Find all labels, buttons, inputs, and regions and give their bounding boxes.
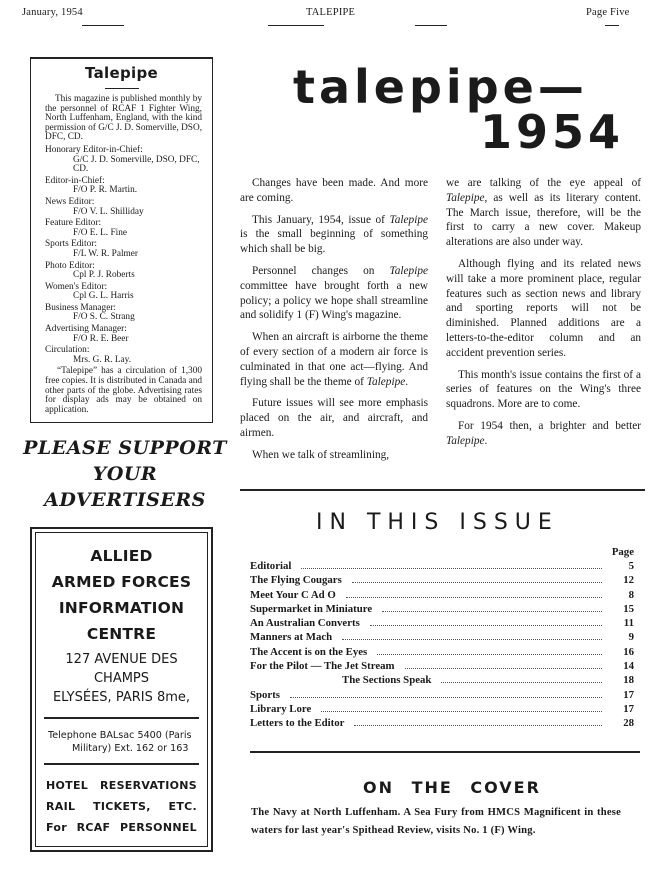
article-paragraph: When we talk of streamlining, [252, 448, 390, 461]
toc-leader-dots [352, 582, 602, 583]
staff-name: F/O V. L. Shilliday [73, 206, 144, 217]
table-of-contents [250, 546, 634, 732]
on-the-cover-heading: ON THE COVER [363, 778, 541, 797]
toc-entry-page: 17 [623, 688, 634, 701]
toc-entry-page: 12 [623, 574, 634, 587]
section-divider [240, 489, 645, 491]
header-date: January, 1954 [22, 7, 83, 18]
ad-service-word: HOTEL [46, 779, 89, 792]
toc-leader-dots [370, 625, 602, 626]
toc-entry [250, 717, 634, 731]
toc-leader-dots [342, 639, 602, 640]
header-page-number: Page Five [586, 7, 630, 18]
staff-name: Cpl P. J. Roberts [73, 270, 135, 281]
toc-entry [250, 617, 634, 631]
article-column-1 [240, 176, 428, 470]
article-paragraph: When an aircraft is airborne the theme of every section of a modern air force is culminated in that one act—flying. And flying shall be the theme of Talepipe. [240, 331, 428, 388]
on-the-cover-text: The Navy at North Luffenham. A Sea Fury from HMCS Magnificent in these waters for last year's Spithead Review, visits No. 1 (F) Wing. [251, 807, 621, 836]
toc-leader-dots [377, 654, 602, 655]
staff-role: Circulation: [45, 345, 90, 356]
article-paragraph: we are talking of the eye appeal of Talepipe, as well as its literary content. The March issue, therefore, will be the first to carry a new cover. Makeup alterations are also under way. [446, 177, 641, 249]
staff-role: Feature Editor: [45, 218, 102, 229]
header-rule [605, 25, 619, 26]
toc-entry [250, 603, 634, 617]
section-divider [250, 751, 640, 753]
article-paragraph: Personnel changes on Talepipe committee have brought forth a new policy; a policy we hope shall streamline and solidify 1 (F) Wing's magazine. [240, 264, 428, 322]
toc-entry-title: The Flying Cougars [250, 574, 342, 587]
staff-role: Women's Editor: [45, 281, 108, 292]
support-line: PLEASE SUPPORT [23, 437, 227, 459]
article-paragraph: This month's issue contains the first of a series of features on the Wing's three squadrons. More are to come. [446, 368, 641, 411]
staff-role: Business Manager: [45, 302, 117, 313]
ad-service-word: For [46, 821, 67, 834]
toc-entry-page: 17 [623, 702, 634, 715]
ad-address-line: 127 AVENUE DES CHAMPS [65, 652, 178, 686]
support-line: ADVERTISERS [44, 489, 206, 511]
allied-forces-ad [30, 527, 213, 852]
staff-name: Mrs. G. R. Lay. [73, 354, 132, 365]
toc-entry-page: 16 [623, 645, 634, 658]
toc-entry-page: 8 [628, 588, 634, 601]
toc-entry-title: Letters to the Editor [250, 717, 345, 730]
toc-entry [250, 660, 634, 674]
toc-entry-title: Manners at Mach [250, 631, 333, 644]
toc-entry [250, 646, 634, 660]
toc-entry-title: Supermarket in Miniature [250, 602, 373, 615]
toc-entry-page: 14 [623, 660, 634, 673]
ad-service-word: ETC. [168, 800, 197, 813]
article-column-2 [446, 176, 641, 456]
staff-role: Advertising Manager: [45, 324, 127, 335]
support-line: YOUR [92, 463, 158, 485]
ad-service-word: RCAF [76, 821, 111, 834]
ad-service-word: RESERVATIONS [100, 779, 197, 792]
toc-leader-dots [321, 711, 602, 712]
staff-name: G/C J. D. Somerville, DSO, DFC, CD. [73, 154, 200, 175]
toc-entry-page: 9 [628, 631, 634, 644]
toc-leader-dots [290, 697, 602, 698]
toc-entry [250, 674, 634, 688]
ad-telephone-line: Military) Ext. 162 or 163 [72, 743, 189, 754]
staff-list [45, 146, 202, 365]
toc-entry [250, 703, 634, 717]
staff-name: F/L W. R. Palmer [73, 248, 138, 259]
article-title-line-2: 1954 [480, 105, 625, 159]
toc-leader-dots [301, 568, 602, 569]
ad-service-word: PERSONNEL [120, 821, 197, 834]
toc-entry [250, 560, 634, 574]
support-advertisers-ad [20, 435, 230, 513]
toc-leader-dots [354, 725, 602, 726]
ad-service-line [36, 817, 207, 838]
toc-entry-title: For the Pilot — The Jet Stream [250, 660, 395, 673]
ad-heading-line: CENTRE [86, 625, 157, 643]
toc-entry-title: Library Lore [250, 702, 312, 715]
masthead-title: Talepipe [85, 64, 158, 82]
toc-entry-page: 15 [623, 602, 634, 615]
ad-heading-line: ARMED FORCES [51, 573, 192, 591]
toc-leader-dots [441, 682, 602, 683]
in-this-issue-heading: IN THIS ISSUE [316, 510, 559, 535]
article-paragraph: For 1954 then, a brighter and better Talepipe. [446, 419, 641, 447]
toc-entry-page: 5 [628, 560, 634, 572]
article-paragraph: This January, 1954, issue of Talepipe is the small beginning of something which shall be big. [240, 213, 428, 256]
header-rule [82, 25, 124, 26]
toc-entry [250, 689, 634, 703]
staff-name: F/O P. R. Martin. [73, 185, 138, 196]
toc-entry [250, 589, 634, 603]
toc-entry [250, 631, 634, 645]
header-rule [415, 25, 447, 26]
article-paragraph: Changes have been made. And more are coming. [240, 177, 428, 204]
staff-role: Sports Editor: [45, 239, 97, 250]
staff-role: Editor-in-Chief: [45, 175, 105, 186]
ad-service-line [36, 796, 207, 817]
header-rule [268, 25, 324, 26]
toc-leader-dots [382, 611, 602, 612]
ad-heading-line: INFORMATION [58, 599, 185, 617]
ad-telephone-line: Telephone BALsac 5400 (Paris [48, 730, 192, 741]
ad-heading-line: ALLIED [90, 547, 153, 565]
staff-role: News Editor: [45, 196, 95, 207]
toc-entry-page: 11 [623, 617, 634, 630]
toc-entry-page: 18 [623, 674, 634, 687]
toc-entry-page: 28 [623, 717, 634, 730]
masthead-box [30, 57, 213, 423]
toc-entry-title: Editorial [250, 560, 292, 572]
toc-page-label: Page [611, 546, 634, 558]
toc-entry-title: Sports [250, 688, 280, 701]
article-paragraph: Although flying and its related news will take a more prominent place, regular features such as section news and library and sporting reports will not be diminished. Planned additions are a letters-to-the-editor column and an accident prevention series. [446, 257, 641, 359]
toc-entry-title: The Sections Speak [342, 674, 432, 687]
ad-service-word: TICKETS, [93, 800, 151, 813]
toc-leader-dots [346, 597, 602, 598]
staff-role: Photo Editor: [45, 260, 95, 271]
staff-name: F/O S. C. Strang [73, 312, 135, 323]
staff-name: Cpl G. L. Harris [73, 291, 134, 302]
toc-entry-title: An Australian Converts [250, 617, 360, 630]
article-paragraph: Future issues will see more emphasis placed on the air, and aircraft, and airmen. [240, 397, 428, 439]
masthead-separator [105, 88, 139, 89]
toc-entry-title: The Accent is on the Eyes [250, 645, 368, 658]
masthead-circulation-note: “Talepipe” has a circulation of 1,300 free copies. It is distributed in Canada and other parts of the globe. Advertising rates for display ads may be obtained on application. [45, 366, 202, 415]
toc-leader-dots [405, 668, 602, 669]
staff-role: Honorary Editor-in-Chief: [45, 144, 143, 155]
ad-service-word: RAIL [46, 800, 76, 813]
masthead-intro: This magazine is published monthly by the personnel of RCAF 1 Fighter Wing, North Luffenham, England, with the kind permission of G/C J. D. Somerville, DSO, DFC, CD. [45, 94, 203, 143]
header-publication: TALEPIPE [306, 7, 356, 18]
staff-name: F/O R. E. Beer [73, 333, 129, 344]
staff-name: F/O E. L. Fine [73, 227, 127, 238]
ad-service-line [36, 775, 207, 796]
ad-address-line: ELYSÉES, PARIS 8me, [52, 690, 191, 705]
article-title-line-1: talepipe— [293, 60, 588, 114]
toc-entry-title: Meet Your C Ad O [250, 588, 336, 601]
toc-entry [250, 574, 634, 588]
